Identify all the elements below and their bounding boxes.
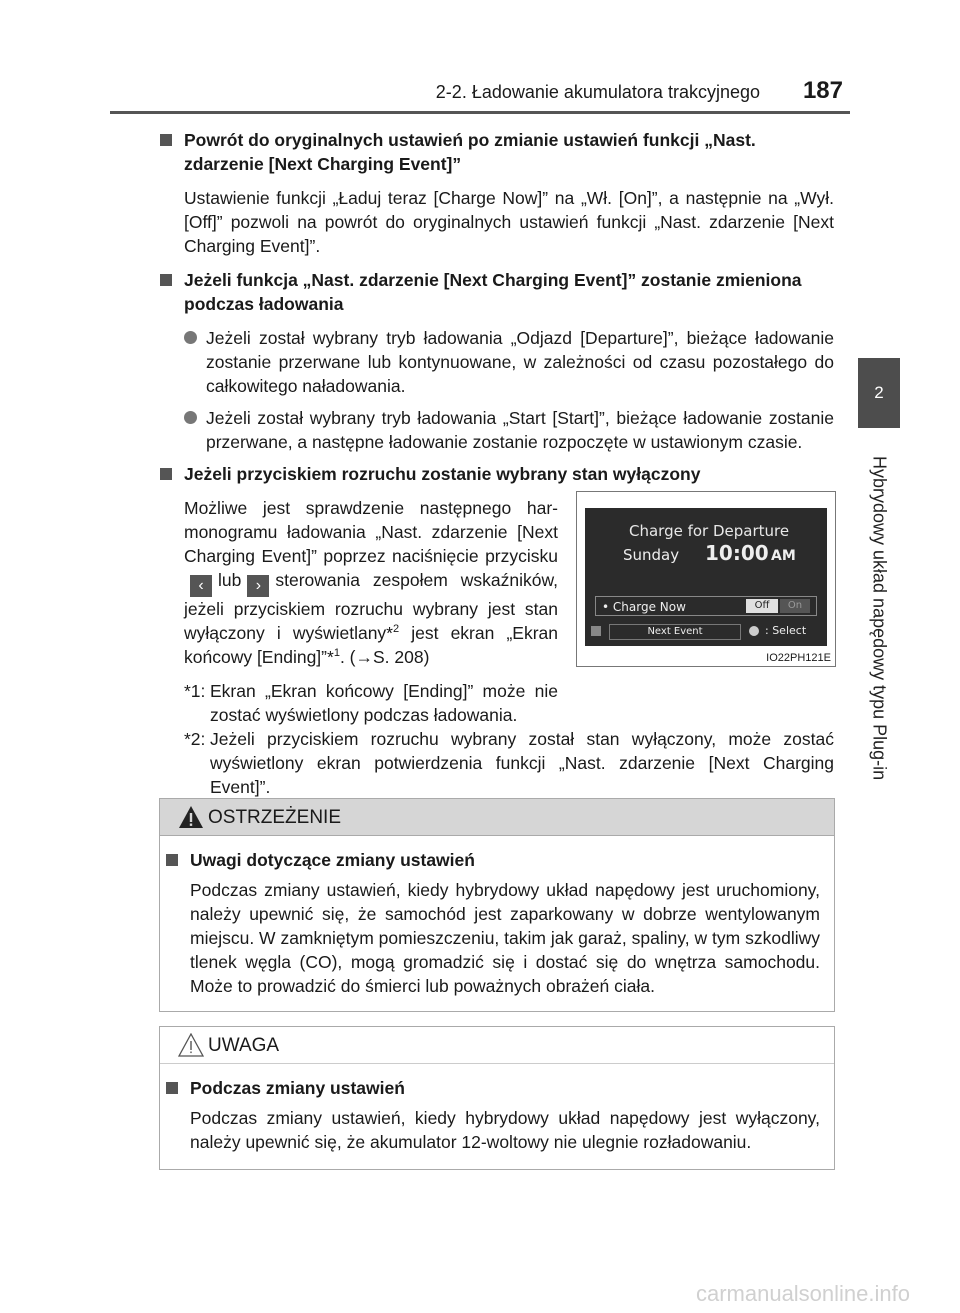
charge-now-toggle bbox=[746, 599, 810, 613]
notice-text: Podczas zmiany ustawień, kiedy hybrydowy układ napędowy jest wyłączony, należy upewnić się, że akumulator 12-woltowy nie ulegnie rozładowaniu. bbox=[190, 1108, 820, 1152]
warning-box bbox=[159, 798, 835, 1012]
knob-icon bbox=[749, 626, 759, 636]
section-heading: Jeżeli funkcja „Nast. zdarzenie [Next Charging Event]” zostanie zmieniona podczas ładowania bbox=[160, 268, 834, 316]
chapter-tab: 2 bbox=[858, 358, 900, 428]
notice-title: UWAGA bbox=[208, 1035, 280, 1056]
header-divider bbox=[110, 111, 850, 114]
screen-ampm: AM bbox=[771, 548, 796, 564]
warning-heading: Uwagi dotyczące zmiany ustawień bbox=[166, 848, 820, 872]
toggle-on: On bbox=[780, 599, 810, 613]
square-bullet-icon bbox=[160, 462, 184, 486]
warning-triangle-icon bbox=[178, 805, 204, 829]
screen-day: Sunday bbox=[623, 546, 680, 564]
square-bullet-icon bbox=[166, 1076, 190, 1100]
section-heading: Jeżeli przyciskiem rozruchu zostanie wybrany stan wyłączony bbox=[160, 462, 834, 486]
chevron-right-icon: › bbox=[247, 575, 269, 597]
chapter-side-title: Hybrydowy układ napędowy typu Plug-in bbox=[869, 455, 890, 781]
warning-text: Podczas zmiany ustawień, kiedy hybrydowy układ napędowy jest uruchomiony, należy upewnić się, że samochód jest zaparkowany w dobrze wentylowanym miejscu. W zamkniętym pomieszczeniu, takim jak garaż, spaliny, w tym szkodliwy tlenek węgla (CO), mogą gromadzić się i dostać się do wnętrza samochodu. Może to prowadzić do śmierci lub poważnych obrażeń ciała. bbox=[190, 880, 820, 996]
section-text: Możliwe jest sprawdzenie następnego harmonogramu ładowania „Nast. zdarzenie [Next Charging Event]” poprzez naciśnięcie przycisku‹ lub › sterowania zespołem wskaźników, jeżeli przyciskiem rozruchu wybrany jest stan wyłączony i wyświetlany*$^2$ jest ekran „Ekran końcowy [Ending]”*$^1$. (→S. 208) bbox=[184, 498, 558, 667]
round-bullet-icon bbox=[184, 406, 206, 454]
next-event-label: Next Event bbox=[609, 624, 741, 640]
page-number: 187 bbox=[802, 77, 843, 104]
charge-now-row: • Charge Now Off On bbox=[595, 596, 817, 616]
notice-header bbox=[160, 1027, 834, 1064]
footnote: *1: Ekran „Ekran końcowy [Ending]” może nie zostać wyświetlony podczas ładowania. bbox=[184, 681, 558, 725]
screen-time: 10:00 bbox=[705, 541, 769, 565]
chevron-left-icon: ‹ bbox=[190, 575, 212, 597]
notice-heading: Podczas zmiany ustawień bbox=[166, 1076, 820, 1100]
notice-box bbox=[159, 1026, 835, 1170]
caution-triangle-icon bbox=[178, 1033, 204, 1057]
section-text: Ustawienie funkcji „Ładuj teraz [Charge Now]” na „Wł. [On]”, a następnie na „Wył. [Off]” pozwoli na powrót do oryginalnych ustawień funkcji „Nast. zdarzenie [Next Charging Event]”. bbox=[184, 188, 834, 256]
display-screen bbox=[585, 508, 827, 646]
warning-header bbox=[160, 799, 834, 836]
section-heading: Powrót do oryginalnych ustawień po zmianie ustawień funkcji „Nast. zdarzenie [Next Charging Event]” bbox=[160, 128, 834, 176]
main-content bbox=[160, 128, 834, 799]
warning-title: OSTRZEŻENIE bbox=[208, 807, 342, 828]
figure-id: IO22PH121E bbox=[766, 652, 831, 664]
chapter-title: 2-2. Ładowanie akumulatora trakcyjnego bbox=[435, 82, 760, 102]
display-figure bbox=[576, 491, 836, 667]
toggle-off: Off bbox=[746, 599, 778, 613]
list-item: Jeżeli został wybrany tryb ładowania „Start [Start]”, bieżące ładowanie zostanie przerwane, a następne ładowanie zostanie rozpoczęte w ustawionym czasie. bbox=[184, 406, 834, 454]
square-icon bbox=[591, 626, 601, 636]
watermark: carmanualsonline.info bbox=[695, 1281, 910, 1306]
select-label: : Select bbox=[765, 624, 807, 637]
screen-title: Charge for Departure bbox=[629, 522, 790, 540]
list-item: Jeżeli został wybrany tryb ładowania „Odjazd [Departure]”, bieżące ładowanie zostanie przerwane lub kontynuowane, w zależności od czasu pozostałego do całkowitego naładowania. bbox=[184, 326, 834, 398]
footnote: *2: Jeżeli przyciskiem rozruchu wybrany został stan wyłączony, może zostać wyświetlony ekran potwierdzenia funkcji „Nast. zdarzenie [Next Charging Event]”. bbox=[184, 729, 834, 797]
square-bullet-icon bbox=[160, 128, 184, 176]
square-bullet-icon bbox=[166, 848, 190, 872]
square-bullet-icon bbox=[160, 268, 184, 316]
round-bullet-icon bbox=[184, 326, 206, 398]
